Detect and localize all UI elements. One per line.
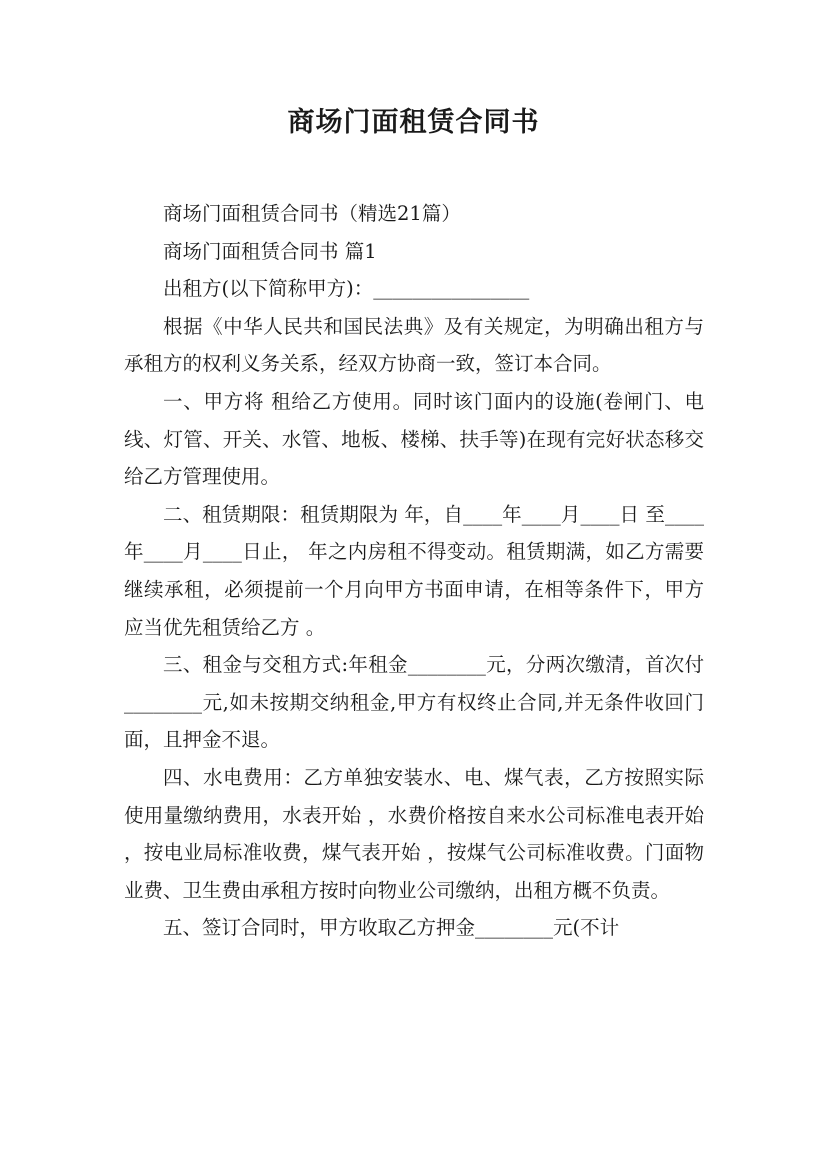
paragraph-clause-1: 一、甲方将 租给乙方使用。同时该门面内的设施(卷闸门、电线、灯管、开关、水管、地板、楼梯、扶手等)在现有完好状态移交给乙方管理使用。: [124, 389, 704, 489]
document-body: [124, 195, 704, 947]
paragraph-preamble: 根据《中华人民共和国民法典》及有关规定，为明确出租方与承租方的权利义务关系，经双方协商一致，签订本合同。: [124, 314, 704, 376]
paragraph-subtitle: 商场门面租赁合同书（精选21篇）: [163, 202, 461, 225]
document-title: 商场门面租赁合同书: [287, 107, 540, 138]
paragraph-clause-3: 三、租金与交租方式:年租金________元，分两次缴清，首次付________元,如未按期交纳租金,甲方有权终止合同,并无条件收回门面，且押金不退。: [124, 653, 704, 752]
paragraph-clause-2: 二、租赁期限：租赁期限为 年，自____年____月____日 至____年____月____日止， 年之内房租不得变动。租赁期满，如乙方需要继续承租，必须提前一个月向甲方书面申请，在相等条件下，甲方应当优先租赁给乙方 。: [124, 502, 704, 639]
paragraph-lessor: 出租方(以下简称甲方)：________________: [163, 277, 530, 301]
paragraph-clause-4: 四、水电费用：乙方单独安装水、电、煤气表，乙方按照实际使用量缴纳费用，水表开始 ，水费价格按自来水公司标准电表开始 ，按电业局标准收费，煤气表开始 ，按煤气公司标准收费。门面物业费、卫生费由承租方按时向物业公司缴纳，出租方概不负责。: [124, 765, 704, 902]
paragraph-clause-5: 五、签订合同时，甲方收取乙方押金________元(不计: [163, 916, 620, 940]
paragraph-section-heading: 商场门面租赁合同书 篇1: [163, 239, 377, 263]
